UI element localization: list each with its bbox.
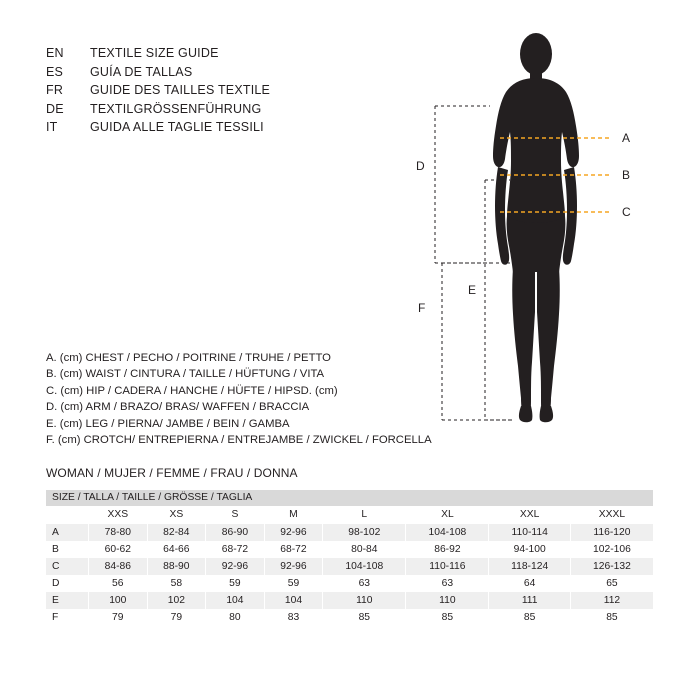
cell: 116-120 [570, 524, 653, 541]
cell: 102-106 [570, 541, 653, 558]
size-table [46, 490, 654, 626]
cell: 83 [264, 609, 323, 626]
cell: 84-86 [89, 558, 148, 575]
cell: 92-96 [264, 558, 323, 575]
cell: 78-80 [89, 524, 148, 541]
cell: 110-114 [489, 524, 570, 541]
legend-item-b: B. (cm) WAIST / CINTURA / TAILLE / HÜFTUNG / VITA [46, 368, 325, 381]
measure-label-b: B [622, 168, 631, 182]
row-label: C [46, 558, 89, 575]
cell: 118-124 [489, 558, 570, 575]
language-title: GUIDA ALLE TAGLIE TESSILI [90, 120, 264, 134]
column-header-xxs: XXS [89, 506, 148, 524]
cell: 85 [570, 609, 653, 626]
cell: 60-62 [89, 541, 148, 558]
language-code: EN [46, 46, 64, 60]
column-header-m: M [264, 506, 323, 524]
cell: 79 [147, 609, 206, 626]
measure-label-c: C [622, 205, 631, 219]
cell: 100 [89, 592, 148, 609]
measurement-legend [46, 350, 486, 448]
language-row [46, 63, 366, 82]
cell: 85 [489, 609, 570, 626]
cell: 110 [406, 592, 489, 609]
language-row [46, 100, 366, 119]
bracket-d [435, 106, 490, 263]
cell: 80-84 [323, 541, 406, 558]
cell: 63 [323, 575, 406, 592]
column-header-blank [46, 506, 89, 524]
language-title: GUIDE DES TAILLES TEXTILE [90, 83, 271, 97]
table-row [46, 609, 654, 626]
language-row [46, 44, 366, 63]
cell: 80 [206, 609, 265, 626]
table-row [46, 592, 654, 609]
measure-label-a: A [622, 131, 631, 145]
measure-label-f: F [418, 301, 426, 315]
cell: 98-102 [323, 524, 406, 541]
language-code: IT [46, 120, 58, 134]
table-header-cell: SIZE / TALLA / TAILLE / GRÖSSE / TAGLIA [46, 490, 654, 506]
table-row [46, 558, 654, 575]
cell: 68-72 [264, 541, 323, 558]
cell: 111 [489, 592, 570, 609]
legend-item-c: C. (cm) HIP / CADERA / HANCHE / HÜFTE / HIPSD. (cm) [46, 384, 338, 397]
gender-label: WOMAN / MUJER / FEMME / FRAU / DONNA [46, 466, 298, 480]
cell: 104 [206, 592, 265, 609]
legend-item-e: E. (cm) LEG / PIERNA/ JAMBE / BEIN / GAMBA [46, 417, 290, 430]
language-title: TEXTILE SIZE GUIDE [90, 46, 219, 60]
legend-item-a: A. (cm) CHEST / PECHO / POITRINE / TRUHE / PETTO [46, 352, 331, 364]
legend-item-f: F. (cm) CROTCH/ ENTREPIERNA / ENTREJAMBE / ZWICKEL / FORCELLA [46, 434, 432, 447]
cell: 58 [147, 575, 206, 592]
column-header-s: S [206, 506, 265, 524]
table-column-row [46, 506, 654, 524]
row-label: B [46, 541, 89, 558]
language-row [46, 81, 366, 100]
cell: 86-90 [206, 524, 265, 541]
column-header-xl: XL [406, 506, 489, 524]
cell: 104 [264, 592, 323, 609]
cell: 64-66 [147, 541, 206, 558]
cell: 104-108 [323, 558, 406, 575]
table-row [46, 575, 654, 592]
table-row [46, 541, 654, 558]
cell: 59 [206, 575, 265, 592]
row-label: D [46, 575, 89, 592]
cell: 94-100 [489, 541, 570, 558]
row-label: F [46, 609, 89, 626]
cell: 64 [489, 575, 570, 592]
cell: 112 [570, 592, 653, 609]
column-header-xs: XS [147, 506, 206, 524]
cell: 102 [147, 592, 206, 609]
cell: 110 [323, 592, 406, 609]
cell: 86-92 [406, 541, 489, 558]
language-row [46, 118, 366, 137]
language-header-block [46, 44, 366, 137]
language-title: TEXTILGRÖSSENFÜHRUNG [90, 101, 262, 116]
female-silhouette-icon [493, 33, 579, 422]
cell: 110-116 [406, 558, 489, 575]
cell: 63 [406, 575, 489, 592]
cell: 126-132 [570, 558, 653, 575]
table-row [46, 524, 654, 541]
measure-label-e: E [468, 283, 477, 297]
cell: 56 [89, 575, 148, 592]
cell: 92-96 [264, 524, 323, 541]
table-header-row [46, 490, 654, 506]
cell: 68-72 [206, 541, 265, 558]
row-label: A [46, 524, 89, 541]
size-table-wrapper [46, 490, 654, 626]
language-title: GUÍA DE TALLAS [90, 64, 193, 79]
column-header-xxl: XXL [489, 506, 570, 524]
cell: 88-90 [147, 558, 206, 575]
cell: 79 [89, 609, 148, 626]
row-label: E [46, 592, 89, 609]
cell: 92-96 [206, 558, 265, 575]
cell: 59 [264, 575, 323, 592]
measure-label-d: D [416, 159, 425, 173]
language-code: FR [46, 83, 64, 97]
language-code: DE [46, 101, 64, 116]
column-header-l: L [323, 506, 406, 524]
cell: 82-84 [147, 524, 206, 541]
cell: 85 [406, 609, 489, 626]
language-code: ES [46, 64, 64, 79]
legend-item-d: D. (cm) ARM / BRAZO/ BRAS/ WAFFEN / BRACCIA [46, 401, 310, 414]
cell: 65 [570, 575, 653, 592]
cell: 104-108 [406, 524, 489, 541]
cell: 85 [323, 609, 406, 626]
column-header-xxxl: XXXL [570, 506, 653, 524]
